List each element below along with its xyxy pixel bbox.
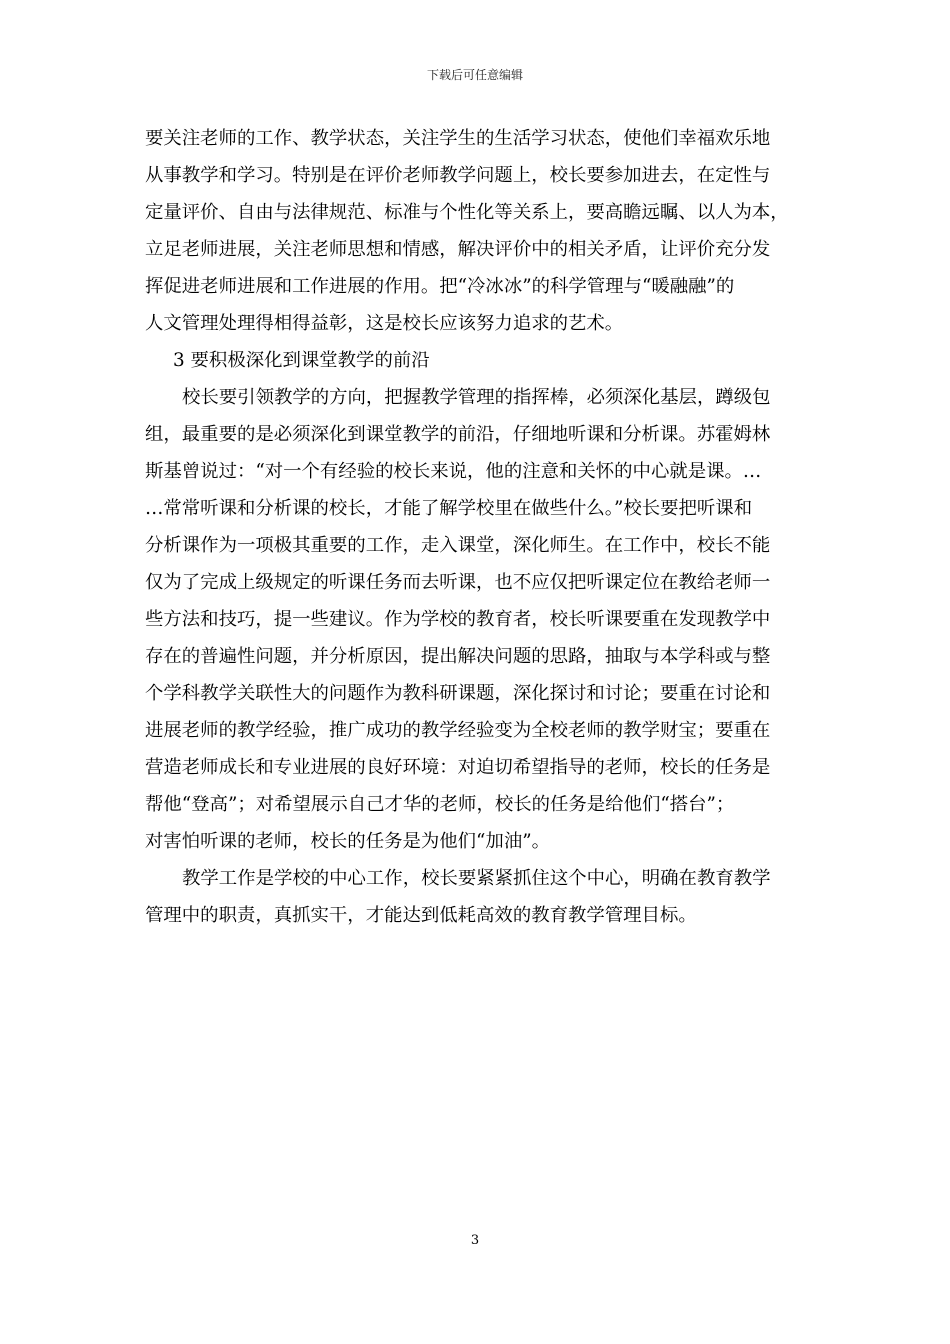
paragraph-first-line: 教学工作是学校的中心工作，校长要紧紧抓住这个中心，明确在教育教学 (182, 868, 771, 889)
text-line: 从事教学和学习。特别是在评价老师教学问题上，校长要参加进去，在定性与 (145, 165, 771, 186)
text-line: 营造老师成长和专业进展的良好环境：对迫切希望指导的老师，校长的任务是 (145, 757, 771, 778)
text-line: 挥促进老师进展和工作进展的作用。把“冷冰冰”的科学管理与“暖融融”的 (145, 276, 735, 297)
text-line: …常常听课和分析课的校长，才能了解学校里在做些什么。”校长要把听课和 (145, 498, 753, 519)
text-line: 存在的普遍性问题，并分析原因，提出解决问题的思路，抽取与本学科或与整 (145, 646, 771, 667)
text-line: 立足老师进展，关注老师思想和情感，解决评价中的相关矛盾，让评价充分发 (145, 239, 771, 260)
text-line: 分析课作为一项极其重要的工作，走入课堂，深化师生。在工作中，校长不能 (145, 535, 771, 556)
text-line: 要关注老师的工作、教学状态，关注学生的生活学习状态，使他们幸福欢乐地 (145, 128, 771, 149)
text-line: 人文管理处理得相得益彰，这是校长应该努力追求的艺术。 (145, 313, 624, 334)
section-heading: 3 要积极深化到课堂教学的前沿 (173, 350, 430, 371)
text-line: 定量评价、自由与法律规范、标准与个性化等关系上，要高瞻远瞩、以人为本， (145, 202, 789, 223)
text-line: 仅为了完成上级规定的听课任务而去听课，也不应仅把听课定位在教给老师一 (145, 572, 771, 593)
text-line: 些方法和技巧，提一些建议。作为学校的教育者，校长听课要重在发现教学中 (145, 609, 771, 630)
text-line: 管理中的职责，真抓实干，才能达到低耗高效的教育教学管理目标。 (145, 905, 697, 926)
text-line: 个学科教学关联性大的问题作为教科研课题，深化探讨和讨论；要重在讨论和 (145, 683, 771, 704)
text-line: 组，最重要的是必须深化到课堂教学的前沿，仔细地听课和分析课。苏霍姆林 (145, 424, 771, 445)
page-number: 3 (470, 1233, 480, 1248)
page-header: 下载后可任意编辑 (426, 68, 523, 82)
text-line: 斯基曾说过：“对一个有经验的校长来说，他的注意和关怀的中心就是课。… (145, 461, 762, 482)
paragraph-first-line: 校长要引领教学的方向，把握教学管理的指挥棒，必须深化基层，蹲级包 (182, 387, 771, 408)
text-line: 对害怕听课的老师，校长的任务是为他们“加油”。 (145, 831, 551, 852)
text-line: 帮他“登高”；对希望展示自己才华的老师，校长的任务是给他们“搭台”； (145, 794, 735, 815)
document-body (145, 120, 810, 934)
text-line: 进展老师的教学经验，推广成功的教学经验变为全校老师的教学财宝；要重在 (145, 720, 771, 741)
